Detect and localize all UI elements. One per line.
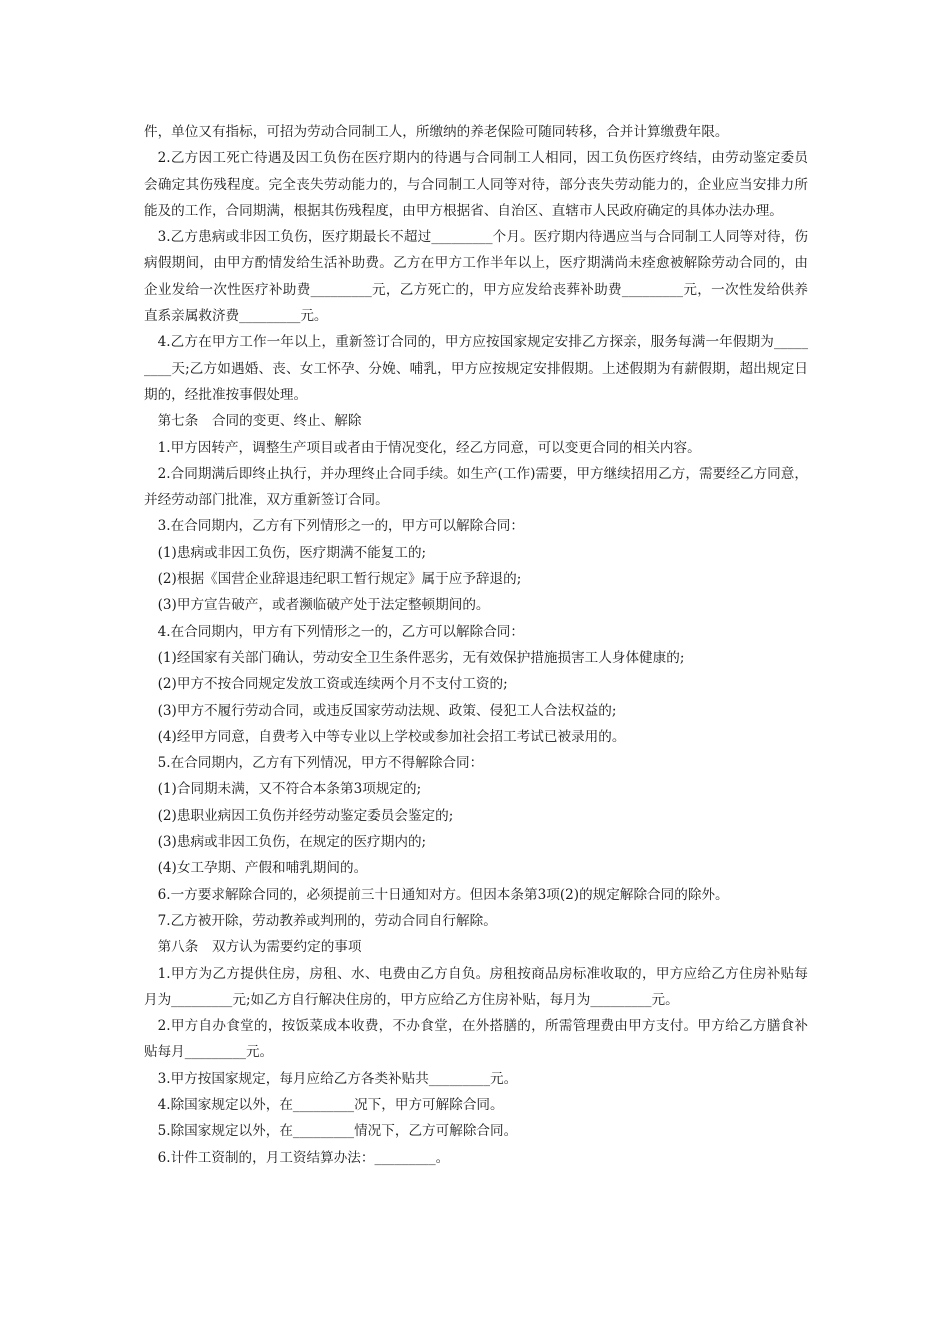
paragraph: 1.甲方因转产，调整生产项目或者由于情况变化，经乙方同意，可以变更合同的相关内容。 (157, 439, 701, 456)
paragraph: 2.甲方自办食堂的，按饭菜成本收费，不办食堂，在外搭膳的，所需管理费由甲方支付。甲方给乙方膳食补贴每月_________元。 (144, 1018, 808, 1061)
document-page (144, 119, 808, 1171)
section-heading: 第八条 双方认为需要约定的事项 (157, 939, 362, 956)
list-item: (2)患职业病因工负伤并经劳动鉴定委员会鉴定的; (157, 807, 454, 824)
paragraph: 4.在合同期内，甲方有下列情形之一的，乙方可以解除合同： (157, 623, 524, 640)
list-item: (1)经国家有关部门确认，劳动安全卫生条件恶劣，无有效保护措施损害工人身体健康的; (157, 649, 685, 666)
paragraph: 3.乙方患病或非因工负伤，医疗期最长不超过_________个月。医疗期内待遇应当与合同制工人同等对待，伤病假期间，由甲方酌情发给生活补助费。乙方在甲方工作半年以上，医疗期满尚未痊愈被解除劳动合同的，由企业发给一次性医疗补助费_________元，乙方死亡的，甲方应发给丧葬补助费_________元，一次性发给供养直系亲属救济费_________元。 (144, 229, 808, 325)
paragraph: 4.除国家规定以外，在_________况下，甲方可解除合同。 (157, 1096, 504, 1113)
list-item: (3)甲方不履行劳动合同，或违反国家劳动法规、政策、侵犯工人合法权益的; (157, 702, 617, 719)
list-item: (3)患病或非因工负伤，在规定的医疗期内的; (157, 834, 427, 851)
list-item: (2)甲方不按合同规定发放工资或连续两个月不支付工资的; (157, 676, 508, 693)
paragraph: 5.除国家规定以外，在_________情况下，乙方可解除合同。 (157, 1123, 518, 1140)
paragraph: 件，单位又有指标，可招为劳动合同制工人，所缴纳的养老保险可随同转移，合并计算缴费年限。 (144, 124, 729, 140)
paragraph: 2.乙方因工死亡待遇及因工负伤在医疗期内的待遇与合同制工人相同，因工负伤医疗终结，由劳动鉴定委员会确定其伤残程度。完全丧失劳动能力的，与合同制工人同等对待，部分丧失劳动能力的，企业应当安排力所能及的工作，合同期满，根据其伤残程度，由甲方根据省、自治区、直辖市人民政府确定的具体办法办理。 (144, 150, 808, 219)
paragraph: 7.乙方被开除，劳动教养或判刑的，劳动合同自行解除。 (157, 912, 497, 929)
paragraph: 3.在合同期内，乙方有下列情形之一的，甲方可以解除合同： (157, 518, 524, 535)
list-item: (2)根据《国营企业辞退违纪职工暂行规定》属于应予辞退的; (157, 571, 522, 588)
paragraph: 2.合同期满后即终止执行，并办理终止合同手续。如生产(工作)需要，甲方继续招用乙方，需要经乙方同意，并经劳动部门批准，双方重新签订合同。 (144, 465, 808, 509)
paragraph: 3.甲方按国家规定，每月应给乙方各类补贴共_________元。 (157, 1070, 518, 1087)
paragraph: 4.乙方在甲方工作一年以上，重新签订合同的，甲方应按国家规定安排乙方探亲，服务每满一年假期为_________天;乙方如遇婚、丧、女工怀孕、分娩、哺乳，甲方应按规定安排假期。上述假期为有薪假期，超出规定日期的，经批准按事假处理。 (144, 334, 808, 403)
list-item: (1)患病或非因工负伤，医疗期满不能复工的; (157, 544, 427, 561)
paragraph: 1.甲方为乙方提供住房，房租、水、电费由乙方自负。房租按商品房标准收取的，甲方应给乙方住房补贴每月为_________元;如乙方自行解决住房的，甲方应给乙方住房补贴，每月为_________元。 (144, 965, 808, 1008)
section-heading: 第七条 合同的变更、终止、解除 (157, 413, 362, 430)
paragraph: 6.计件工资制的，月工资结算办法：_________。 (157, 1149, 450, 1166)
list-item: (4)经甲方同意，自费考入中等专业以上学校或参加社会招工考试已被录用的。 (157, 728, 626, 745)
paragraph: 5.在合同期内，乙方有下列情况，甲方不得解除合同： (157, 755, 484, 772)
paragraph: 6.一方要求解除合同的，必须提前三十日通知对方。但因本条第3项(2)的规定解除合同的除外。 (157, 886, 729, 903)
list-item: (3)甲方宣告破产，或者濒临破产处于法定整顿期间的。 (157, 597, 490, 614)
list-item: (1)合同期未满，又不符合本条第3项规定的; (157, 781, 422, 798)
list-item: (4)女工孕期、产假和哺乳期间的。 (157, 860, 368, 877)
